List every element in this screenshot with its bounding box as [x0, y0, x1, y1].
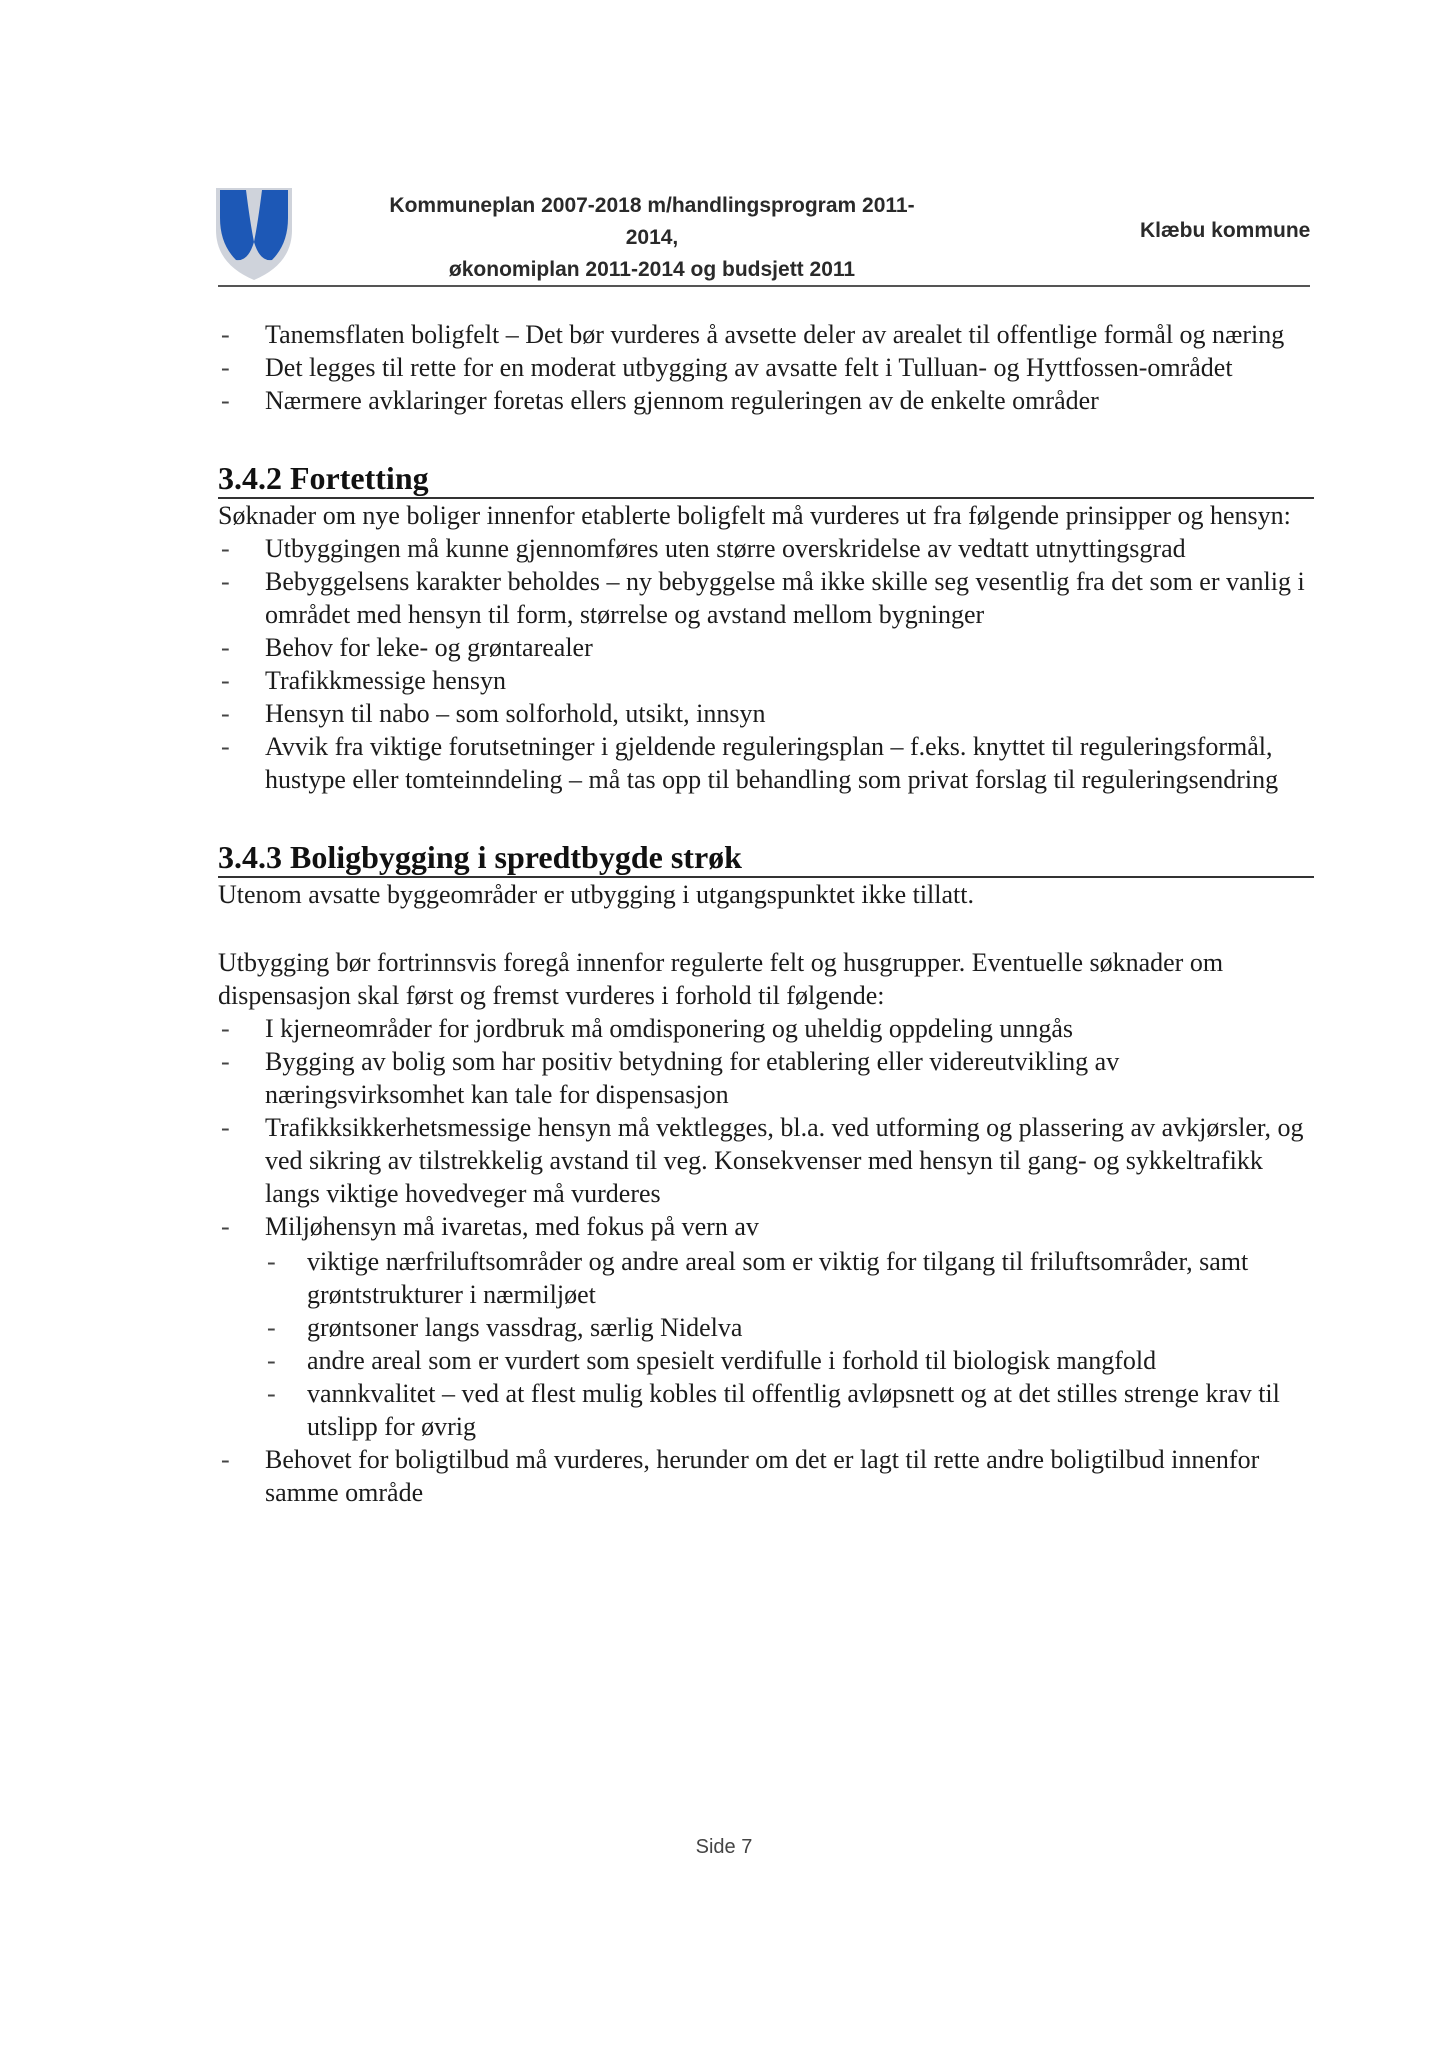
page-number: Side 7 [695, 1836, 753, 1858]
list-item: - Trafikksikkerhetsmessige hensyn må vektlegges, bl.a. ved utforming og plassering av avkjørsler, og ved sikring av tilstrekkelig avstand til veg. Konsekvenser med hensyn til gang- og sykkeltrafikk langs viktige hovedveger må vurderes [218, 1111, 1314, 1210]
list-item-text: Miljøhensyn må ivaretas, med fokus på vern av [265, 1212, 759, 1241]
list-item: - Bygging av bolig som har positiv betydning for etablering eller videreutvikling av næringsvirksomhet kan tale for dispensasjon [218, 1045, 1314, 1111]
list-item-with-sublist [218, 1210, 1314, 1443]
list-item: - Behov for leke- og grøntarealer [218, 631, 1314, 664]
sub-list-item: - viktige nærfriluftsområder og andre areal som er viktig for tilgang til friluftsområder, samt grøntstrukturer i nærmiljøet [265, 1245, 1314, 1311]
sub-list-item: - vannkvalitet – ved at flest mulig kobles til offentlig avløpsnett og at det stilles strenge krav til utslipp for øvrig [265, 1377, 1314, 1443]
list-item: - Avvik fra viktige forutsetninger i gjeldende reguleringsplan – f.eks. knyttet til reguleringsformål, hustype eller tomteinndeling – må tas opp til behandling som privat forslag til reguleringsendring [218, 730, 1314, 796]
list-item: - Utbyggingen må kunne gjennomføres uten større overskridelse av vedtatt utnyttingsgrad [218, 532, 1314, 565]
list-item: - Tanemsflaten boligfelt – Det bør vurderes å avsette deler av arealet til offentlige formål og næring [218, 318, 1314, 351]
list-item: - Nærmere avklaringer foretas ellers gjennom reguleringen av de enkelte områder [218, 384, 1314, 417]
page-body [218, 318, 1314, 1509]
intro-list [218, 318, 1314, 417]
document-title-line-1: Kommuneplan 2007-2018 m/handlingsprogram 2011-2014, [389, 194, 915, 249]
list-item: - Bebyggelsens karakter beholdes – ny bebyggelse må ikke skille seg vesentlig fra det som er vanlig i området med hensyn til form, størrelse og avstand mellom bygninger [218, 565, 1314, 631]
section-paragraph: Utbygging bør fortrinnsvis foregå innenfor regulerte felt og husgrupper. Eventuelle søknader om dispensasjon skal først og fremst vurderes i forhold til følgende: [218, 948, 1224, 1010]
environment-sublist [265, 1245, 1314, 1443]
fortetting-list [218, 532, 1314, 796]
list-item: - Hensyn til nabo – som solforhold, utsikt, innsyn [218, 697, 1314, 730]
section-heading-fortetting: 3.4.2 Fortetting [218, 459, 1314, 499]
dispensation-list [218, 1012, 1314, 1509]
list-item: - Behovet for boligtilbud må vurderes, herunder om det er lagt til rette andre boligtilbud innenfor samme område [218, 1443, 1314, 1509]
document-title-line-2: økonomiplan 2011-2014 og budsjett 2011 [448, 258, 856, 281]
sub-list-item: - grøntsoner langs vassdrag, særlig Nidelva [265, 1311, 1314, 1344]
section-intro: Utenom avsatte byggeområder er utbygging i utgangspunktet ikke tillatt. [218, 880, 974, 909]
section-intro: Søknader om nye boliger innenfor etablerte boligfelt må vurderes ut fra følgende prinsipper og hensyn: [218, 501, 1291, 530]
list-item: - Trafikkmessige hensyn [218, 664, 1314, 697]
header-divider [218, 285, 1310, 287]
document-title [372, 190, 932, 286]
list-item: - Det legges til rette for en moderat utbygging av avsatte felt i Tulluan- og Hyttfossen-området [218, 351, 1314, 384]
section-heading-boligbygging: 3.4.3 Boligbygging i spredtbygde strøk [218, 838, 1314, 878]
organization-name: Klæbu kommune [1140, 219, 1311, 242]
municipal-crest-icon [214, 182, 294, 282]
sub-list-item: - andre areal som er vurdert som spesielt verdifulle i forhold til biologisk mangfold [265, 1344, 1314, 1377]
list-item: - I kjerneområder for jordbruk må omdisponering og uheldig oppdeling unngås [218, 1012, 1314, 1045]
page-header [0, 0, 1448, 300]
